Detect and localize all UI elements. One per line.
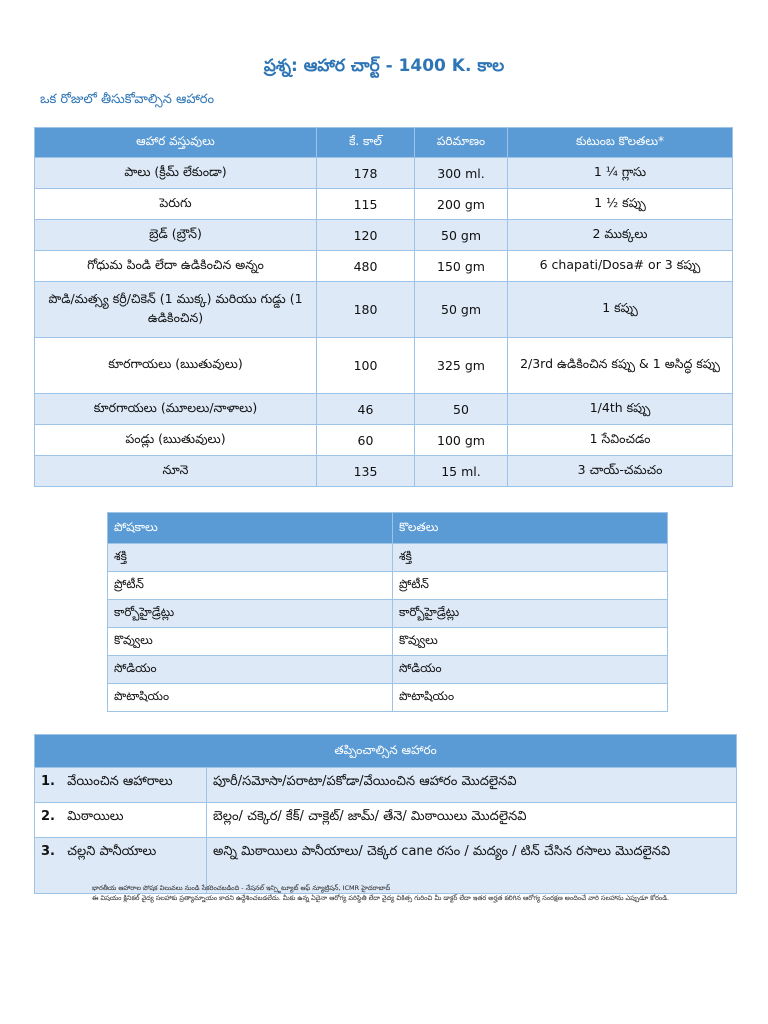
measure-value: 1 సేవించడం [508,425,733,456]
measure-value: 1/4th కప్పు [508,394,733,425]
nutrient-name: కొవ్వులు [108,628,393,656]
avoid-description: బెల్లం/ చక్కెర/ కేక్/ చాక్లెట్/ జామ్/ తేనె/ మిఠాయిలు మొదలైనవి [207,803,737,838]
measure-value: 1 కప్పు [508,282,733,338]
food-item: పెరుగు [35,189,317,220]
table-header-row [35,735,737,768]
kcal-value: 115 [317,189,415,220]
page-subtitle: ఒక రోజులో తీసుకోవాల్సిన ఆహారం [40,92,215,107]
column-header: కుటుంబ కొలతలు* [508,128,733,158]
nutrient-name: సోడియం [108,656,393,684]
nutrient-measure: ప్రోటీన్ [393,572,668,600]
avoid-label: వేయించిన ఆహారాలు [67,774,173,789]
column-header: కొలతలు [393,513,668,544]
quantity-value: 150 gm [415,251,508,282]
quantity-value: 325 gm [415,338,508,394]
table-row [108,572,668,600]
column-header: తప్పించాల్సిన ఆహారం [35,735,737,768]
row-number: 2. [41,809,55,824]
food-item: బ్రెడ్ (బ్రౌన్) [35,220,317,251]
quantity-value: 50 gm [415,220,508,251]
measure-value: 1 ¼ గ్లాసు [508,158,733,189]
table-row [35,425,733,456]
column-header: కే. కాల్ [317,128,415,158]
table-row [35,338,733,394]
avoid-category [35,768,207,803]
food-item: పొడి/మత్స్య కర్రీ/చికెన్ (1 ముక్క) మరియు గుడ్డు (1 ఉడికించిన) [35,282,317,338]
table-row [35,803,737,838]
table-row [108,628,668,656]
table-header-row [108,513,668,544]
column-header: పోషకాలు [108,513,393,544]
nutrient-name: ప్రోటీన్ [108,572,393,600]
table-row [35,251,733,282]
quantity-value: 50 [415,394,508,425]
measure-value: 2 ముక్కలు [508,220,733,251]
kcal-value: 120 [317,220,415,251]
avoid-foods-table [34,734,737,894]
avoid-category [35,803,207,838]
food-item: కూరగాయలు (ఋతువులు) [35,338,317,394]
nutrient-name: పొటాషియం [108,684,393,712]
food-chart-table [34,127,733,487]
measure-value: 1 ½ కప్పు [508,189,733,220]
nutrient-measure: కార్బోహైడ్రేట్లు [393,600,668,628]
kcal-value: 100 [317,338,415,394]
table-row [35,158,733,189]
kcal-value: 135 [317,456,415,487]
food-item: గోధుమ పిండి లేదా ఉడికించిన అన్నం [35,251,317,282]
table-row [35,220,733,251]
footnotes [92,883,692,903]
table-row [108,544,668,572]
quantity-value: 200 gm [415,189,508,220]
nutrient-measure: సోడియం [393,656,668,684]
table-row [108,684,668,712]
table-header-row [35,128,733,158]
food-item: కూరగాయలు (మూలలు/నాళాలు) [35,394,317,425]
table-row [35,768,737,803]
food-item: నూనె [35,456,317,487]
footnote-disclaimer: ఈ విషయం క్లినికల్ వైద్య సలహాకు ప్రత్యామ్నాయం కాదని ఉద్దేశించబడలేదు. మీకు ఉన్న ఏదైనా ఆరోగ్య పరిస్థితి లేదా వైద్య చికిత్స గురించి మీ డాక్టర్ లేదా ఇతర అర్హత కలిగిన ఆరోగ్య సంరక్షణ అందించే వారి సలహాను ఎప్పుడూ కోరండి. [92,894,670,902]
quantity-value: 300 ml. [415,158,508,189]
nutrient-measure: శక్తి [393,544,668,572]
nutrient-measure: పొటాషియం [393,684,668,712]
measure-value: 3 చాయ్-చమచం [508,456,733,487]
avoid-label: మిఠాయిలు [67,809,124,824]
measure-value: 2/3rd ఉడికించిన కప్పు & 1 అసిద్ధ కప్పు [508,338,733,394]
measure-value: 6 chapati/Dosa# or 3 కప్పు [508,251,733,282]
page-title: ప్రశ్న: ఆహార చార్ట్ - 1400 K. కాల [263,56,505,76]
avoid-description: అన్ని మిఠాయిలు పానీయాలు/ చెక్కర cane రసం / మద్యం / టిన్ చేసిన రసాలు మొదలైనవి [207,838,737,894]
table-row [108,656,668,684]
nutrient-measure: కొవ్వులు [393,628,668,656]
table-row [35,394,733,425]
column-header: పరిమాణం [415,128,508,158]
kcal-value: 178 [317,158,415,189]
table-row [35,189,733,220]
column-header: ఆహార వస్తువులు [35,128,317,158]
kcal-value: 60 [317,425,415,456]
food-item: పండ్లు (ఋతువులు) [35,425,317,456]
avoid-label: చల్లని పానీయాలు [67,844,157,859]
quantity-value: 50 gm [415,282,508,338]
table-row [35,282,733,338]
avoid-description: పూరీ/సమోసా/పరాటా/పకోడా/వేయించిన ఆహారం మొదలైనవి [207,768,737,803]
quantity-value: 100 gm [415,425,508,456]
row-number: 3. [41,844,55,859]
table-row [35,456,733,487]
quantity-value: 15 ml. [415,456,508,487]
row-number: 1. [41,774,55,789]
kcal-value: 480 [317,251,415,282]
food-item: పాలు (క్రీమ్ లేకుండా) [35,158,317,189]
footnote-source: భారతీయ ఆహారాల పోషక విలువలు నుండి సేకరించబడింది - నేషనల్ ఇన్స్టిట్యూట్ ఆఫ్ న్యూట్రిషన్, ICMR హైదరాబాద్ [92,884,391,892]
kcal-value: 180 [317,282,415,338]
nutrient-name: శక్తి [108,544,393,572]
table-row [108,600,668,628]
kcal-value: 46 [317,394,415,425]
nutrients-table [107,512,668,712]
nutrient-name: కార్బోహైడ్రేట్లు [108,600,393,628]
